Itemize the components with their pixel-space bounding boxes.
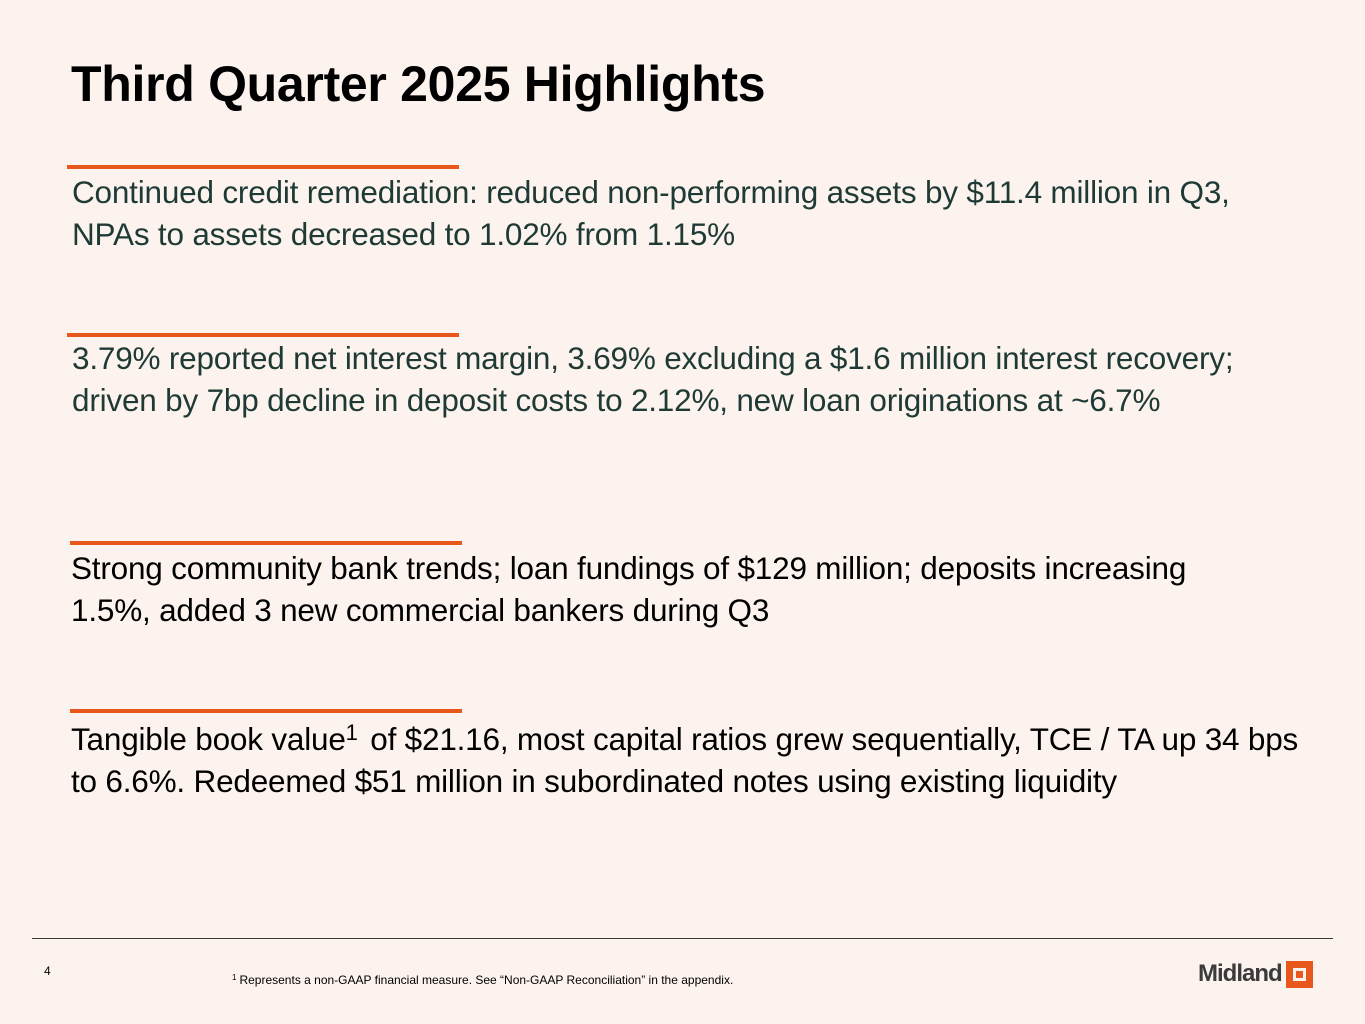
highlight-4-text-after: of $21.16, most capital ratios grew sequentially, TCE / TA up 34 bps to 6.6%. Redeemed $51 million in subordinated notes using existing liquidity [71, 721, 1299, 799]
highlight-3-text: Strong community bank trends; loan fundings of $129 million; deposits increasing 1.5%, added 3 new commercial bankers during Q3 [71, 550, 1187, 628]
highlight-1-accent-rule [67, 165, 459, 169]
logo-wordmark: Midland [1198, 960, 1282, 987]
footnote [232, 973, 733, 987]
midland-logo [1198, 957, 1313, 991]
footnote-text: Represents a non-GAAP financial measure. See “Non-GAAP Reconciliation” in the appendix. [239, 973, 734, 987]
logo-square-icon [1286, 961, 1313, 988]
footnote-mark: 1 [232, 973, 237, 982]
highlight-1-text: Continued credit remediation: reduced non-performing assets by $11.4 million in Q3, NPAs to assets decreased to 1.02% from 1.15% [72, 174, 1230, 252]
footnote-reference-mark: 1 [345, 720, 358, 745]
highlight-3-accent-rule [70, 541, 462, 545]
highlight-2-accent-rule [67, 333, 459, 337]
slide-title: Third Quarter 2025 Highlights [71, 56, 766, 112]
highlight-4-accent-rule [70, 709, 462, 713]
highlight-4-text [71, 719, 1311, 802]
highlight-2-text: 3.79% reported net interest margin, 3.69% excluding a $1.6 million interest recovery; driven by 7bp decline in deposit costs to 2.12%, new loan originations at ~6.7% [72, 340, 1234, 418]
footer-divider [32, 938, 1333, 939]
highlight-4-text-before: Tangible book value [71, 721, 346, 757]
page-number: 4 [44, 964, 51, 978]
